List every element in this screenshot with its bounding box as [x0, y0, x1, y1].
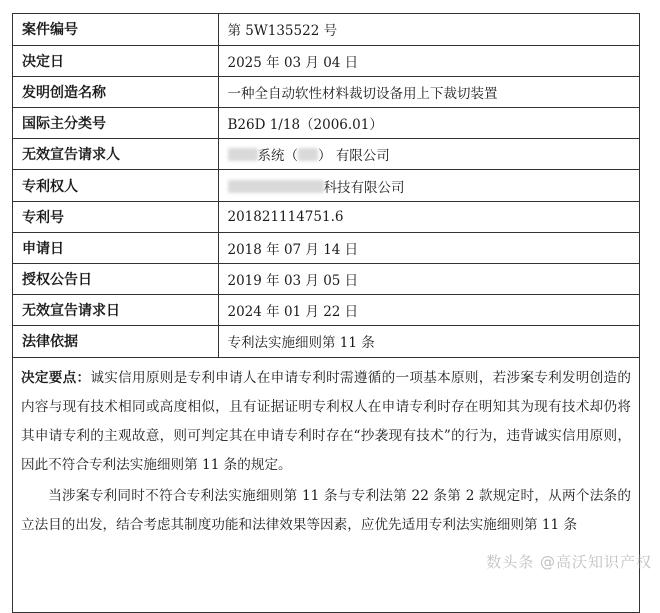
- row-label: 无效宣告请求人: [13, 139, 218, 170]
- row-value: B26D 1/18（2006.01）: [218, 108, 639, 139]
- key-points-paragraph: [21, 364, 631, 480]
- row-value: 第 5W135522 号: [218, 14, 639, 45]
- petitioner-mid: 系统（: [257, 148, 298, 165]
- row-label: 专利权人: [13, 170, 218, 201]
- key-points-paragraph-2: 当涉案专利同时不符合专利法实施细则第 11 条与专利法第 22 条第 2 款规定时，从两个法条的立法目的出发，结合考虑其制度功能和法律效果等因素，应优先适用专利法实施细则第 11 条: [21, 487, 631, 533]
- table-row: [13, 232, 639, 263]
- row-label: 国际主分类号: [13, 108, 218, 139]
- row-label: 申请日: [13, 232, 218, 263]
- petitioner-tail: 有限公司: [335, 148, 390, 165]
- patentee-tail: 科技有限公司: [323, 179, 405, 196]
- row-value: 专利法实施细则第 11 条: [218, 326, 639, 357]
- table-row: [13, 139, 639, 170]
- table-row: [13, 170, 639, 201]
- row-label: 法律依据: [13, 326, 218, 357]
- row-value: 2024 年 01 月 22 日: [218, 295, 639, 326]
- row-value: [218, 139, 639, 170]
- row-value: [218, 170, 639, 201]
- redacted-text: [228, 180, 324, 193]
- row-value: 2018 年 07 月 14 日: [218, 232, 639, 263]
- row-value: 一种全自动软性材料裁切设备用上下裁切装置: [218, 76, 639, 107]
- decision-key-points: [13, 358, 639, 540]
- table-row: [13, 14, 639, 45]
- table-row: [13, 45, 639, 76]
- table-row: [13, 201, 639, 232]
- table-row: [13, 76, 639, 107]
- key-points-heading: 决定要点：: [21, 369, 91, 386]
- row-value: 2019 年 03 月 05 日: [218, 264, 639, 295]
- row-label: 授权公告日: [13, 264, 218, 295]
- decision-document: [12, 13, 640, 613]
- case-info-table: [13, 14, 639, 358]
- petitioner-close: ）: [318, 148, 332, 165]
- table-row: [13, 326, 639, 357]
- row-label: 决定日: [13, 45, 218, 76]
- key-points-text: 诚实信用原则是专利申请人在申请专利时需遵循的一项基本原则，若涉案专利发明创造的内容与现有技术相同或高度相似，且有证据证明专利权人在申请专利时存在明知其为现有技术却仍将其申请专利的主观故意，则可判定其在申请专利时存在“抄袭现有技术”的行为，违背诚实信用原则，因此不符合专利法实施细则第 11 条的规定。: [21, 369, 632, 473]
- table-row: [13, 108, 639, 139]
- row-value: 2025 年 03 月 04 日: [218, 45, 639, 76]
- table-row: [13, 264, 639, 295]
- table-row: [13, 295, 639, 326]
- row-value: 201821114751.6: [218, 201, 639, 232]
- row-label: 案件编号: [13, 14, 218, 45]
- redacted-text: [228, 148, 258, 161]
- row-label: 发明创造名称: [13, 76, 218, 107]
- watermark-text: 数头条 @高沃知识产权: [486, 553, 652, 571]
- row-label: 无效宣告请求日: [13, 295, 218, 326]
- row-label: 专利号: [13, 201, 218, 232]
- redacted-text: [298, 148, 318, 161]
